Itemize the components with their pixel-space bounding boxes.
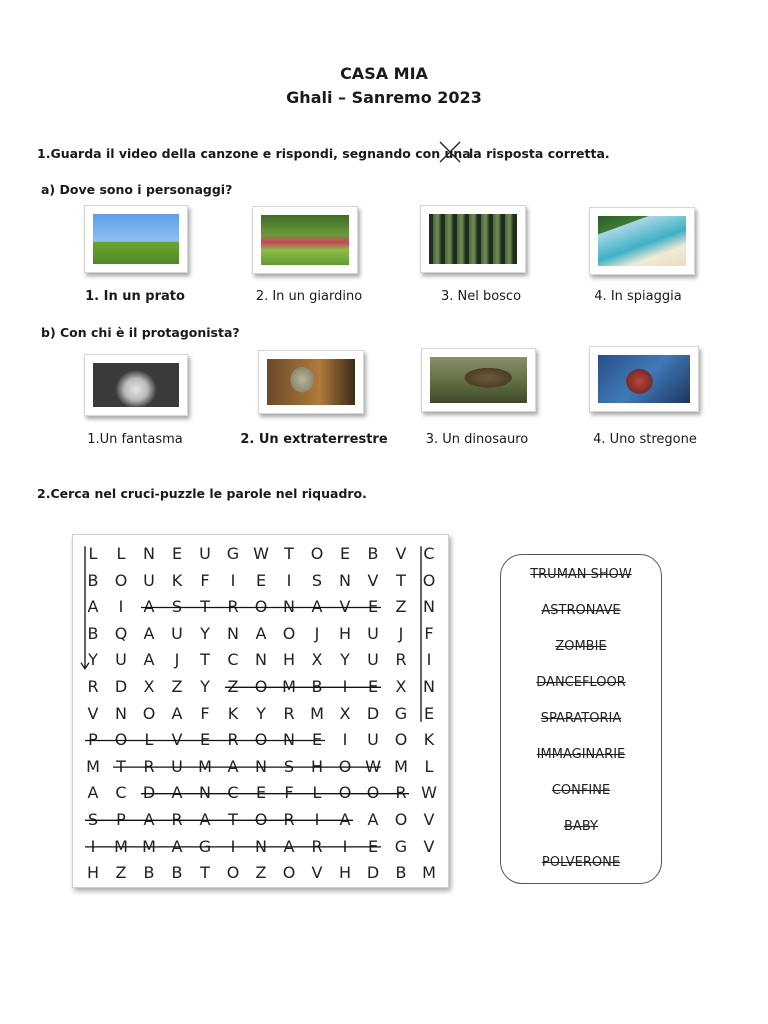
word-list-item: TRUMAN SHOW xyxy=(530,567,632,582)
option-label-giardino: 2. In un giardino xyxy=(255,289,363,304)
grid-letter[interactable]: B xyxy=(311,677,323,696)
grid-letter[interactable]: L xyxy=(116,544,126,563)
grid-letter[interactable]: W xyxy=(421,783,437,803)
grid-letter[interactable]: B xyxy=(171,863,183,883)
grid-letter[interactable]: Y xyxy=(88,650,98,670)
grid-letter[interactable]: A xyxy=(143,623,155,643)
grid-letter[interactable]: M xyxy=(114,836,128,856)
grid-letter[interactable]: R xyxy=(395,650,407,670)
grid-letter[interactable]: B xyxy=(87,623,99,643)
grid-letter[interactable]: O xyxy=(254,810,268,829)
grid-letter[interactable]: I xyxy=(230,570,236,590)
word-list-item: ZOMBIE xyxy=(555,639,607,654)
grid-letter[interactable]: O xyxy=(114,570,128,590)
grid-letter[interactable]: O xyxy=(114,730,128,750)
grid-letter[interactable]: N xyxy=(423,597,435,617)
question-b-label: b) Con chi è il protagonista? xyxy=(41,325,240,340)
grid-letter[interactable]: V xyxy=(423,836,435,856)
grid-letter[interactable]: C xyxy=(115,783,127,803)
grid-letter[interactable]: M xyxy=(282,677,296,696)
grid-letter[interactable]: A xyxy=(171,783,183,803)
grid-letter[interactable]: Y xyxy=(200,677,210,696)
grid-letter[interactable]: R xyxy=(283,703,295,723)
grid-letter[interactable]: O xyxy=(366,783,380,803)
option-image-wizard[interactable] xyxy=(589,346,699,412)
grid-letter[interactable]: R xyxy=(395,783,407,803)
grid-letter[interactable]: R xyxy=(311,836,323,856)
grid-letter[interactable]: T xyxy=(284,544,294,563)
grid-letter[interactable]: B xyxy=(87,570,99,590)
grid-letter[interactable]: E xyxy=(255,783,267,803)
grid-letter[interactable]: V xyxy=(87,703,99,723)
grid-letter[interactable]: P xyxy=(88,730,98,750)
found-word-strikes xyxy=(73,535,448,887)
grid-letter[interactable]: U xyxy=(143,570,155,590)
grid-letter[interactable]: E xyxy=(367,597,379,617)
word-list-box xyxy=(500,554,662,884)
grid-letter[interactable]: U xyxy=(367,623,379,643)
grid-letter[interactable]: L xyxy=(144,730,154,750)
grid-letter[interactable]: X xyxy=(143,677,155,696)
grid-letter[interactable]: Z xyxy=(171,677,183,696)
grid-letter[interactable]: M xyxy=(86,756,100,776)
option-image-garden[interactable] xyxy=(252,206,358,274)
grid-letter[interactable]: O xyxy=(254,730,268,750)
grid-letter[interactable]: O xyxy=(226,863,240,883)
grid-letter[interactable]: I xyxy=(342,730,348,750)
grid-letter[interactable]: O xyxy=(394,810,408,829)
word-list-item: DANCEFLOOR xyxy=(536,675,626,690)
grid-letter[interactable]: U xyxy=(367,730,379,750)
grid-letter[interactable]: E xyxy=(255,570,267,590)
option-label-spiaggia: 4. In spiaggia xyxy=(594,289,682,304)
grid-letter[interactable]: M xyxy=(198,756,212,776)
grid-letter[interactable]: N xyxy=(255,756,267,776)
worksheet-subtitle: Ghali – Sanremo 2023 xyxy=(286,88,482,107)
grid-letter[interactable]: U xyxy=(171,756,183,776)
grid-letter[interactable]: J xyxy=(174,650,180,670)
grid-letter[interactable]: B xyxy=(395,863,407,883)
grid-letter[interactable]: R xyxy=(171,810,183,829)
question-a-label: a) Dove sono i personaggi? xyxy=(41,182,233,197)
option-image-ghost[interactable] xyxy=(84,354,188,416)
grid-letter[interactable]: E xyxy=(171,544,183,563)
grid-letter[interactable]: Y xyxy=(256,703,266,723)
grid-letter[interactable]: W xyxy=(253,544,269,563)
grid-letter[interactable]: A xyxy=(283,836,295,856)
grid-letter[interactable]: F xyxy=(200,703,210,723)
word-list-item: ASTRONAVE xyxy=(541,603,621,618)
grid-letter[interactable]: B xyxy=(143,863,155,883)
grid-letter[interactable]: I xyxy=(342,836,348,856)
grid-letter[interactable]: E xyxy=(339,544,351,563)
grid-letter[interactable]: O xyxy=(142,703,156,723)
grid-letter[interactable]: T xyxy=(116,756,126,776)
grid-letter[interactable]: D xyxy=(366,863,380,883)
grid-letter[interactable]: E xyxy=(199,730,211,750)
grid-letter[interactable]: H xyxy=(86,863,100,883)
grid-letter[interactable]: R xyxy=(283,810,295,829)
grid-letter[interactable]: I xyxy=(90,836,96,856)
grid-letter[interactable]: L xyxy=(312,783,322,803)
option-label-extraterrestre: 2. Un extraterrestre xyxy=(240,432,388,447)
grid-letter[interactable]: K xyxy=(423,730,435,750)
grid-letter[interactable]: E xyxy=(423,703,435,723)
grid-letter[interactable]: B xyxy=(367,544,379,563)
grid-letter[interactable]: D xyxy=(366,703,380,723)
grid-letter[interactable]: N xyxy=(339,570,351,590)
grid-letter[interactable]: N xyxy=(255,650,267,670)
grid-letter[interactable]: H xyxy=(282,650,296,670)
grid-letter[interactable]: O xyxy=(394,730,408,750)
grid-letter[interactable]: H xyxy=(338,623,352,643)
option-label-stregone: 4. Uno stregone xyxy=(593,432,697,447)
grid-letter[interactable]: N xyxy=(283,597,295,617)
grid-letter[interactable]: Z xyxy=(115,863,127,883)
grid-letter[interactable]: O xyxy=(254,677,268,696)
grid-letter[interactable]: T xyxy=(228,810,238,829)
grid-letter[interactable]: L xyxy=(88,544,98,563)
grid-letter[interactable]: F xyxy=(284,783,294,803)
grid-letter[interactable]: I xyxy=(118,597,124,617)
grid-letter[interactable]: D xyxy=(142,783,156,803)
grid-letter[interactable]: N xyxy=(423,677,435,696)
grid-letter[interactable]: X xyxy=(339,703,351,723)
option-label-dinosauro: 3. Un dinosauro xyxy=(425,432,529,447)
grid-letter[interactable]: G xyxy=(394,703,408,723)
grid-letter[interactable]: N xyxy=(115,703,127,723)
grid-letter[interactable]: G xyxy=(226,544,240,563)
grid-letter[interactable]: A xyxy=(311,597,323,617)
grid-letter[interactable]: I xyxy=(314,810,320,829)
grid-letter[interactable]: N xyxy=(283,730,295,750)
grid-letter[interactable]: A xyxy=(199,810,211,829)
grid-letter[interactable]: U xyxy=(367,650,379,670)
grid-letter[interactable]: T xyxy=(200,650,210,670)
worksheet-title: CASA MIA xyxy=(340,64,428,83)
grid-letter[interactable]: V xyxy=(367,570,379,590)
grid-letter[interactable]: Y xyxy=(200,623,210,643)
grid-letter[interactable]: I xyxy=(230,836,236,856)
grid-letter[interactable]: A xyxy=(171,703,183,723)
grid-letter[interactable]: G xyxy=(394,836,408,856)
grid-letter[interactable]: A xyxy=(227,756,239,776)
grid-letter[interactable]: U xyxy=(115,650,127,670)
grid-letter[interactable]: H xyxy=(338,863,352,883)
grid-letter[interactable]: S xyxy=(283,756,295,776)
grid-letter[interactable]: Z xyxy=(227,677,239,696)
word-list-item: IMMAGINARIE xyxy=(536,747,626,762)
grid-letter[interactable]: V xyxy=(171,730,183,750)
grid-letter[interactable]: O xyxy=(422,570,436,590)
grid-letter[interactable]: N xyxy=(199,783,211,803)
grid-letter[interactable]: A xyxy=(367,810,379,829)
grid-letter[interactable]: C xyxy=(227,783,239,803)
grid-letter[interactable]: W xyxy=(365,756,381,776)
grid-letter[interactable]: S xyxy=(87,810,99,829)
grid-letter[interactable]: V xyxy=(395,544,407,563)
option-image-beach[interactable] xyxy=(589,207,695,275)
grid-letter[interactable]: A xyxy=(143,597,155,617)
grid-letter[interactable]: M xyxy=(422,863,436,883)
grid-letter[interactable]: O xyxy=(282,863,296,883)
grid-letter[interactable]: J xyxy=(398,623,404,643)
option-image-alien[interactable] xyxy=(258,350,364,414)
grid-letter[interactable]: T xyxy=(396,570,406,590)
grid-letter[interactable]: F xyxy=(200,570,210,590)
option-image-dinosaur[interactable] xyxy=(421,348,536,412)
grid-letter[interactable]: R xyxy=(143,756,155,776)
grid-letter[interactable]: F xyxy=(424,623,434,643)
exercise1-instruction-end: la risposta corretta. xyxy=(469,146,610,161)
option-image-forest[interactable] xyxy=(420,205,526,273)
option-label-bosco: 3. Nel bosco xyxy=(440,289,522,304)
grid-letter[interactable]: Y xyxy=(340,650,350,670)
grid-letter[interactable]: X xyxy=(395,677,407,696)
grid-letter[interactable]: T xyxy=(200,863,210,883)
word-list-item: POLVERONE xyxy=(541,855,621,870)
grid-letter[interactable]: C xyxy=(227,650,239,670)
x-mark-icon xyxy=(438,140,462,164)
grid-letter[interactable]: K xyxy=(227,703,239,723)
option-image-meadow[interactable] xyxy=(84,205,188,273)
grid-letter[interactable]: A xyxy=(339,810,351,829)
grid-letter[interactable]: K xyxy=(171,570,183,590)
grid-letter[interactable]: A xyxy=(143,650,155,670)
option-label-prato: 1. In un prato xyxy=(85,289,185,304)
grid-letter[interactable]: M xyxy=(142,836,156,856)
grid-letter[interactable]: A xyxy=(143,810,155,829)
exercise1-instruction: 1.Guarda il video della canzone e rispondi, segnando con una xyxy=(37,146,471,161)
grid-letter[interactable]: A xyxy=(255,623,267,643)
grid-letter[interactable]: N xyxy=(255,836,267,856)
grid-letter[interactable]: O xyxy=(254,597,268,617)
grid-letter[interactable]: O xyxy=(282,623,296,643)
grid-letter[interactable]: Z xyxy=(395,597,407,617)
grid-letter[interactable]: E xyxy=(311,730,323,750)
word-search-grid[interactable] xyxy=(72,534,449,888)
grid-letter[interactable]: O xyxy=(310,544,324,563)
grid-letter[interactable]: Q xyxy=(114,623,128,643)
grid-letter[interactable]: X xyxy=(311,650,323,670)
grid-letter[interactable]: V xyxy=(423,810,435,829)
word-list-item: CONFINE xyxy=(551,783,611,798)
grid-letter[interactable]: E xyxy=(367,836,379,856)
exercise2-instruction: 2.Cerca nel cruci-puzzle le parole nel riquadro. xyxy=(37,486,367,501)
grid-letter[interactable]: V xyxy=(311,863,323,883)
grid-letter[interactable]: O xyxy=(338,756,352,776)
grid-letter[interactable]: R xyxy=(87,677,99,696)
grid-letter[interactable]: T xyxy=(200,597,210,617)
grid-letter[interactable]: C xyxy=(423,544,435,563)
grid-letter[interactable]: G xyxy=(198,836,212,856)
grid-letter[interactable]: P xyxy=(116,810,126,829)
grid-letter[interactable]: N xyxy=(143,544,155,563)
word-list-item: SPARATORIA xyxy=(540,711,622,726)
grid-letter[interactable]: D xyxy=(114,677,128,696)
grid-letter[interactable]: Z xyxy=(255,863,267,883)
grid-letter[interactable]: M xyxy=(394,756,408,776)
grid-letter[interactable]: A xyxy=(87,783,99,803)
grid-letter[interactable]: N xyxy=(227,623,239,643)
grid-letter[interactable]: S xyxy=(311,570,323,590)
grid-letter[interactable]: V xyxy=(339,597,351,617)
grid-letter[interactable]: R xyxy=(227,597,239,617)
grid-letter[interactable]: L xyxy=(424,756,434,776)
grid-letter[interactable]: E xyxy=(367,677,379,696)
grid-letter[interactable]: I xyxy=(426,650,432,670)
grid-letter[interactable]: I xyxy=(286,570,292,590)
word-list-item: BABY xyxy=(564,819,598,834)
grid-letter[interactable]: U xyxy=(171,623,183,643)
option-label-fantasma: 1.Un fantasma xyxy=(87,432,183,447)
grid-letter[interactable]: U xyxy=(199,544,211,563)
grid-letter[interactable]: R xyxy=(227,730,239,750)
grid-letter[interactable]: J xyxy=(314,623,320,643)
grid-letter[interactable]: A xyxy=(171,836,183,856)
grid-letter[interactable]: O xyxy=(338,783,352,803)
grid-letter[interactable]: A xyxy=(87,597,99,617)
grid-letter[interactable]: M xyxy=(310,703,324,723)
grid-letter[interactable]: I xyxy=(342,677,348,696)
grid-letter[interactable]: S xyxy=(171,597,183,617)
grid-letter[interactable]: H xyxy=(310,756,324,776)
